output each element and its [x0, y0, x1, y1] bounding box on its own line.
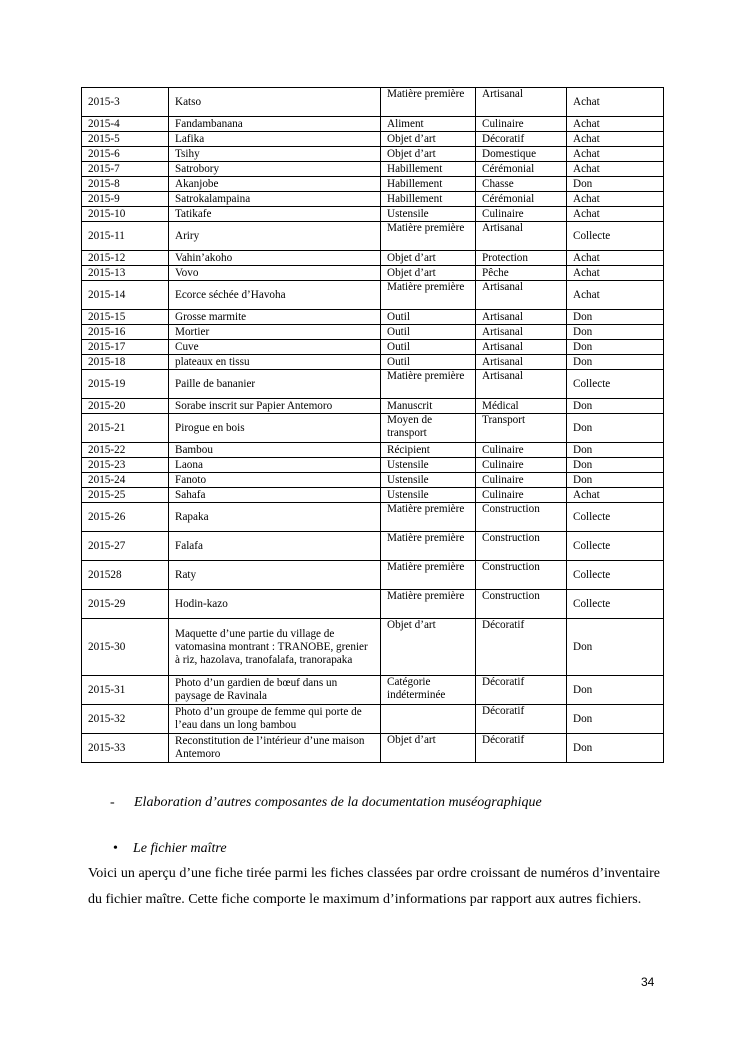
cell-inventory-number: 2015-20 [82, 399, 169, 414]
cell-usage: Construction [476, 561, 567, 590]
cell-inventory-number: 2015-6 [82, 147, 169, 162]
table-row [82, 443, 664, 458]
cell-object-name: Falafa [169, 532, 381, 561]
cell-inventory-number: 2015-3 [82, 88, 169, 117]
section-dash: - [110, 795, 115, 810]
cell-object-name: Reconstitution de l’intérieur d’une maison Antemoro [169, 734, 381, 763]
cell-acquisition-mode: Don [567, 619, 664, 676]
table-row [82, 503, 664, 532]
bullet-icon: • [113, 841, 118, 856]
cell-category: Matière première [381, 561, 476, 590]
cell-object-name: Vovo [169, 266, 381, 281]
table-row [82, 132, 664, 147]
section-heading [110, 795, 542, 811]
cell-category: Récipient [381, 443, 476, 458]
cell-category: Outil [381, 355, 476, 370]
cell-category: Objet d’art [381, 619, 476, 676]
cell-object-name: Sorabe inscrit sur Papier Antemoro [169, 399, 381, 414]
table-row [82, 370, 664, 399]
cell-acquisition-mode: Collecte [567, 532, 664, 561]
cell-object-name: Fanoto [169, 473, 381, 488]
cell-usage: Décoratif [476, 132, 567, 147]
cell-acquisition-mode: Achat [567, 488, 664, 503]
table-row [82, 340, 664, 355]
cell-category [381, 705, 476, 734]
cell-object-name: Bambou [169, 443, 381, 458]
cell-usage: Décoratif [476, 676, 567, 705]
cell-object-name: plateaux en tissu [169, 355, 381, 370]
cell-usage: Artisanal [476, 370, 567, 399]
cell-category: Catégorie indéterminée [381, 676, 476, 705]
cell-category: Matière première [381, 532, 476, 561]
cell-object-name: Pirogue en bois [169, 414, 381, 443]
cell-inventory-number: 2015-33 [82, 734, 169, 763]
cell-object-name: Satrokalampaina [169, 192, 381, 207]
table-row [82, 473, 664, 488]
cell-inventory-number: 2015-5 [82, 132, 169, 147]
cell-usage: Construction [476, 590, 567, 619]
cell-object-name: Grosse marmite [169, 310, 381, 325]
cell-inventory-number: 2015-16 [82, 325, 169, 340]
table-row [82, 590, 664, 619]
cell-usage: Transport [476, 414, 567, 443]
cell-inventory-number: 2015-19 [82, 370, 169, 399]
cell-object-name: Photo d’un groupe de femme qui porte de l’eau dans un long bambou [169, 705, 381, 734]
cell-inventory-number: 2015-27 [82, 532, 169, 561]
cell-category: Habillement [381, 177, 476, 192]
section-title: Elaboration d’autres composantes de la documentation muséographique [134, 795, 542, 810]
cell-category: Matière première [381, 503, 476, 532]
cell-object-name: Katso [169, 88, 381, 117]
table-row [82, 488, 664, 503]
cell-acquisition-mode: Achat [567, 88, 664, 117]
cell-category: Outil [381, 310, 476, 325]
cell-acquisition-mode: Achat [567, 251, 664, 266]
table-row [82, 399, 664, 414]
table-row [82, 676, 664, 705]
cell-usage: Artisanal [476, 222, 567, 251]
cell-acquisition-mode: Achat [567, 266, 664, 281]
cell-object-name: Laona [169, 458, 381, 473]
cell-acquisition-mode: Achat [567, 117, 664, 132]
cell-category: Objet d’art [381, 266, 476, 281]
cell-inventory-number: 201528 [82, 561, 169, 590]
cell-object-name: Tatikafe [169, 207, 381, 222]
cell-acquisition-mode: Achat [567, 207, 664, 222]
cell-acquisition-mode: Don [567, 705, 664, 734]
cell-object-name: Mortier [169, 325, 381, 340]
table-row [82, 705, 664, 734]
cell-category: Objet d’art [381, 251, 476, 266]
cell-object-name: Lafika [169, 132, 381, 147]
cell-usage: Artisanal [476, 355, 567, 370]
cell-acquisition-mode: Collecte [567, 370, 664, 399]
cell-usage: Artisanal [476, 281, 567, 310]
cell-inventory-number: 2015-10 [82, 207, 169, 222]
cell-acquisition-mode: Achat [567, 192, 664, 207]
cell-acquisition-mode: Don [567, 325, 664, 340]
cell-inventory-number: 2015-11 [82, 222, 169, 251]
table-row [82, 355, 664, 370]
cell-inventory-number: 2015-7 [82, 162, 169, 177]
cell-usage: Culinaire [476, 458, 567, 473]
cell-acquisition-mode: Don [567, 676, 664, 705]
cell-category: Manuscrit [381, 399, 476, 414]
cell-usage: Chasse [476, 177, 567, 192]
table-row [82, 192, 664, 207]
cell-object-name: Sahafa [169, 488, 381, 503]
table-row [82, 325, 664, 340]
cell-acquisition-mode: Don [567, 443, 664, 458]
cell-usage: Artisanal [476, 88, 567, 117]
cell-acquisition-mode: Achat [567, 132, 664, 147]
cell-object-name: Raty [169, 561, 381, 590]
cell-usage: Culinaire [476, 488, 567, 503]
cell-category: Ustensile [381, 207, 476, 222]
cell-usage: Artisanal [476, 325, 567, 340]
cell-acquisition-mode: Don [567, 177, 664, 192]
table-row [82, 251, 664, 266]
cell-category: Habillement [381, 162, 476, 177]
cell-object-name: Fandambanana [169, 117, 381, 132]
cell-object-name: Paille de bananier [169, 370, 381, 399]
cell-category: Matière première [381, 370, 476, 399]
cell-category: Ustensile [381, 473, 476, 488]
cell-usage: Culinaire [476, 117, 567, 132]
cell-usage: Pêche [476, 266, 567, 281]
cell-category: Ustensile [381, 488, 476, 503]
cell-inventory-number: 2015-24 [82, 473, 169, 488]
cell-inventory-number: 2015-9 [82, 192, 169, 207]
cell-object-name: Tsihy [169, 147, 381, 162]
cell-inventory-number: 2015-18 [82, 355, 169, 370]
cell-usage: Culinaire [476, 207, 567, 222]
cell-usage: Culinaire [476, 443, 567, 458]
table-row [82, 117, 664, 132]
cell-acquisition-mode: Don [567, 310, 664, 325]
cell-acquisition-mode: Collecte [567, 222, 664, 251]
cell-acquisition-mode: Don [567, 340, 664, 355]
cell-category: Matière première [381, 590, 476, 619]
cell-usage: Cérémonial [476, 162, 567, 177]
cell-category: Habillement [381, 192, 476, 207]
cell-category: Aliment [381, 117, 476, 132]
table-row [82, 88, 664, 117]
cell-usage: Artisanal [476, 310, 567, 325]
table-row [82, 532, 664, 561]
bullet-heading [113, 841, 227, 857]
table-row [82, 266, 664, 281]
inventory-table [81, 87, 664, 763]
cell-category: Objet d’art [381, 132, 476, 147]
cell-inventory-number: 2015-4 [82, 117, 169, 132]
cell-inventory-number: 2015-17 [82, 340, 169, 355]
cell-acquisition-mode: Collecte [567, 503, 664, 532]
cell-object-name: Photo d’un gardien de bœuf dans un paysage de Ravinala [169, 676, 381, 705]
cell-acquisition-mode: Don [567, 399, 664, 414]
table-row [82, 147, 664, 162]
cell-acquisition-mode: Don [567, 355, 664, 370]
cell-usage: Médical [476, 399, 567, 414]
cell-inventory-number: 2015-15 [82, 310, 169, 325]
cell-usage: Domestique [476, 147, 567, 162]
table-row [82, 414, 664, 443]
cell-acquisition-mode: Don [567, 458, 664, 473]
table-row [82, 207, 664, 222]
cell-inventory-number: 2015-8 [82, 177, 169, 192]
cell-acquisition-mode: Don [567, 414, 664, 443]
table-row [82, 222, 664, 251]
cell-category: Objet d’art [381, 734, 476, 763]
cell-usage: Protection [476, 251, 567, 266]
cell-category: Moyen de transport [381, 414, 476, 443]
cell-acquisition-mode: Don [567, 473, 664, 488]
cell-acquisition-mode: Collecte [567, 561, 664, 590]
cell-usage: Cérémonial [476, 192, 567, 207]
cell-acquisition-mode: Don [567, 734, 664, 763]
table-row [82, 281, 664, 310]
cell-object-name: Vahin’akoho [169, 251, 381, 266]
bullet-title: Le fichier maître [133, 841, 227, 856]
cell-usage: Décoratif [476, 734, 567, 763]
cell-inventory-number: 2015-29 [82, 590, 169, 619]
cell-inventory-number: 2015-22 [82, 443, 169, 458]
cell-inventory-number: 2015-14 [82, 281, 169, 310]
table-row [82, 177, 664, 192]
cell-category: Matière première [381, 281, 476, 310]
cell-object-name: Ariry [169, 222, 381, 251]
table-row [82, 561, 664, 590]
table-row [82, 619, 664, 676]
cell-object-name: Hodin-kazo [169, 590, 381, 619]
cell-inventory-number: 2015-12 [82, 251, 169, 266]
cell-object-name: Ecorce séchée d’Havoha [169, 281, 381, 310]
cell-inventory-number: 2015-25 [82, 488, 169, 503]
cell-inventory-number: 2015-26 [82, 503, 169, 532]
cell-acquisition-mode: Achat [567, 281, 664, 310]
cell-object-name: Akanjobe [169, 177, 381, 192]
cell-inventory-number: 2015-13 [82, 266, 169, 281]
cell-category: Matière première [381, 222, 476, 251]
body-paragraph: Voici un aperçu d’une fiche tirée parmi les fiches classées par ordre croissant de numéros d’inventaire du fichier maître. Cette fiche comporte le maximum d’informations par rapport aux autres fichiers. [88, 866, 660, 907]
cell-acquisition-mode: Achat [567, 147, 664, 162]
cell-category: Outil [381, 325, 476, 340]
cell-inventory-number: 2015-30 [82, 619, 169, 676]
cell-usage: Culinaire [476, 473, 567, 488]
table-row [82, 734, 664, 763]
table-row [82, 458, 664, 473]
cell-object-name: Cuve [169, 340, 381, 355]
table-row [82, 310, 664, 325]
cell-inventory-number: 2015-21 [82, 414, 169, 443]
cell-object-name: Rapaka [169, 503, 381, 532]
cell-acquisition-mode: Achat [567, 162, 664, 177]
cell-usage: Construction [476, 532, 567, 561]
cell-inventory-number: 2015-32 [82, 705, 169, 734]
cell-category: Objet d’art [381, 147, 476, 162]
cell-category: Matière première [381, 88, 476, 117]
cell-object-name: Satrobory [169, 162, 381, 177]
inventory-table-body [82, 88, 664, 763]
cell-category: Ustensile [381, 458, 476, 473]
cell-usage: Construction [476, 503, 567, 532]
page-number: 34 [641, 975, 655, 989]
cell-usage: Artisanal [476, 340, 567, 355]
cell-object-name: Maquette d’une partie du village de vatomasina montrant : TRANOBE, grenier à riz, hazolava, tranofalafa, tranorapaka [169, 619, 381, 676]
cell-inventory-number: 2015-31 [82, 676, 169, 705]
cell-acquisition-mode: Collecte [567, 590, 664, 619]
cell-usage: Décoratif [476, 619, 567, 676]
table-row [82, 162, 664, 177]
cell-inventory-number: 2015-23 [82, 458, 169, 473]
cell-usage: Décoratif [476, 705, 567, 734]
cell-category: Outil [381, 340, 476, 355]
